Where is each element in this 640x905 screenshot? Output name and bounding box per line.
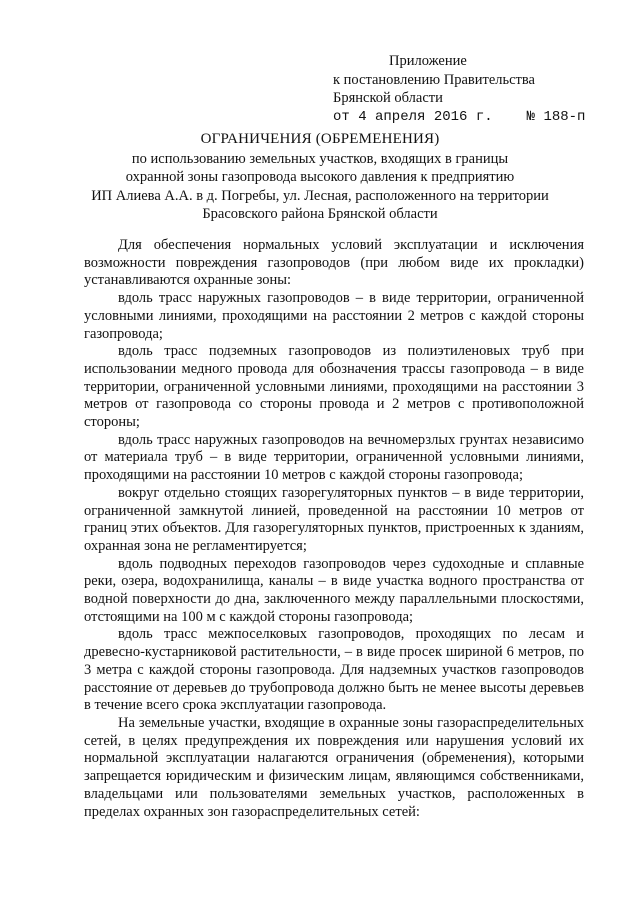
body-paragraph: вдоль трасс наружных газопроводов на вечномерзлых грунтах независимо от материала труб – в виде территории, ограниченной условными линиями, проходящими на расстоянии 10 метров с каждой стороны газопровода; bbox=[84, 431, 584, 484]
body-paragraph: На земельные участки, входящие в охранные зоны газораспределительных сетей, в целях предупреждения их повреждения или нарушения условий их нормальной эксплуатации налагаются ограничения (обременения), которыми запрещается юридическим и физическим лицам, являющимся собственниками, владельцами или пользователями земельных участков, расположенных в пределах охранных зон газораспределительных сетей: bbox=[84, 714, 584, 820]
subtitle-line: Брасовского района Брянской области bbox=[202, 206, 438, 222]
body-paragraph: вдоль трасс подземных газопроводов из полиэтиленовых труб при использовании медного провода для обозначения трассы газопровода – в виде территории, ограниченной условными линиями, проходящими на расстоянии 3 метров от газопровода со стороны провода и 2 метров с противоположной стороны; bbox=[84, 343, 584, 431]
body-paragraph: Для обеспечения нормальных условий эксплуатации и исключения возможности повреждения газопроводов (при любом виде их прокладки) устанавливаются охранные зоны: bbox=[84, 237, 584, 289]
appendix-block bbox=[333, 52, 585, 126]
document-body bbox=[84, 237, 584, 821]
appendix-date-line bbox=[333, 108, 585, 127]
appendix-number: № 188-п bbox=[526, 108, 586, 125]
appendix-date: от 4 апреля 2016 г. bbox=[333, 108, 493, 125]
subtitle-line: охранной зоны газопровода высокого давления к предприятию bbox=[125, 169, 515, 185]
body-paragraph: вокруг отдельно стоящих газорегуляторных пунктов – в виде территории, ограниченной замкнутой линией, проведенной на расстоянии 10 метров от границ этих объектов. Для газорегуляторных пунктов, пристроенных к зданиям, охранная зона не регламентируется; bbox=[84, 484, 584, 554]
body-paragraph: вдоль трасс наружных газопроводов – в виде территории, ограниченной условными линиями, проходящими на расстоянии 2 метров с каждой стороны газопровода; bbox=[84, 290, 584, 342]
document-title: ОГРАНИЧЕНИЯ (ОБРЕМЕНЕНИЯ) bbox=[200, 131, 440, 147]
body-paragraph: вдоль трасс межпоселковых газопроводов, проходящих по лесам и древесно-кустарниковой растительности, – в виде просек шириной 6 метров, по 3 метра с каждой стороны газопровода. Для надземных участков газопроводов расстояние от деревьев до трубопровода должно быть не менее высоты деревьев в течение всего срока эксплуатации газопровода. bbox=[84, 626, 584, 714]
appendix-region: Брянской области bbox=[333, 90, 443, 106]
body-paragraph: вдоль подводных переходов газопроводов через судоходные и сплавные реки, озера, водохранилища, каналы – в виде участка водного пространства от водной поверхности до дна, заключенного между параллельными плоскостями, отстоящими на 100 м с каждой стороны газопровода; bbox=[84, 555, 584, 625]
subtitle-line: ИП Алиева А.А. в д. Погребы, ул. Лесная, расположенного на территории bbox=[91, 187, 549, 204]
appendix-resolution: к постановлению Правительства bbox=[333, 71, 535, 88]
appendix-label: Приложение bbox=[389, 53, 467, 69]
document-header bbox=[40, 130, 600, 224]
subtitle-line: по использованию земельных участков, входящих в границы bbox=[131, 150, 509, 167]
